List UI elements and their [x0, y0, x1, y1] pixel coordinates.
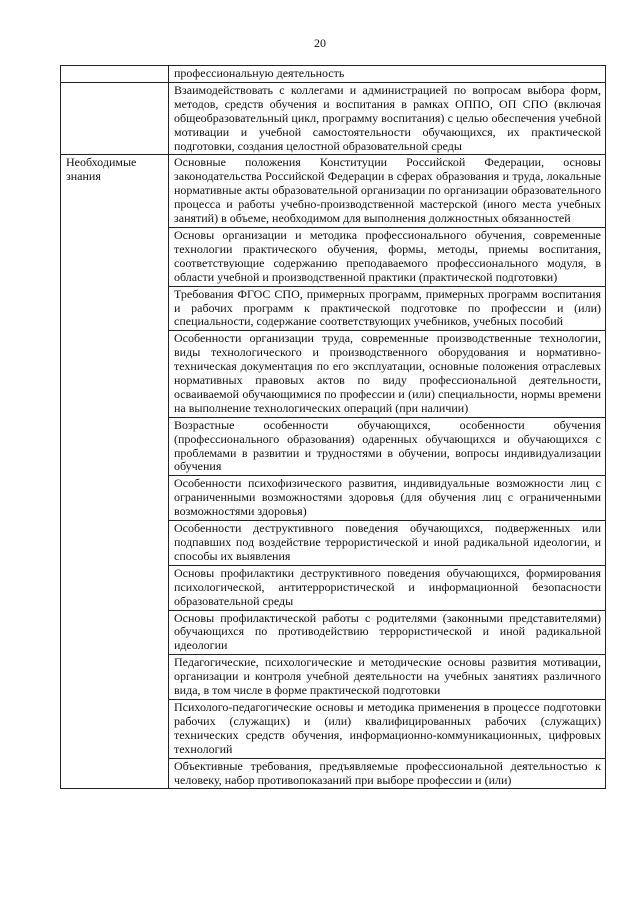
row-text: Основы профилактики деструктивного поведения обучающихся, формирования психологической, антитеррористической и информационной безопасности образовательной среды: [169, 565, 606, 610]
row-text: Возрастные особенности обучающихся, особенности обучения (профессионального образования) одаренных обучающихся и обучающихся с проблемами в развитии и трудностями в обучении, вопросы индивидуализации обучения: [169, 417, 606, 476]
row-text: Педагогические, психологические и методические основы развития мотивации, организации и контроля учебной деятельности на учебных занятиях различного вида, в том числе в форме практической подготовки: [169, 655, 606, 700]
row-label: [61, 66, 169, 83]
row-text: Особенности деструктивного поведения обучающихся, подверженных или подпавших под воздействие террористической и иной радикальной идеологии, и способы их выявления: [169, 521, 606, 566]
table-row: [61, 155, 606, 228]
row-text: Психолого-педагогические основы и методика применения в процессе подготовки рабочих (служащих) и (или) квалифицированных рабочих (служащих) технических средств обучения, информационно-коммуникационных, цифровых технологий: [169, 699, 606, 758]
row-text: Требования ФГОС СПО, примерных программ, примерных программ воспитания и рабочих программ к практической подготовке по профессии и (или) специальности, содержание соответствующих учебников, учебных пособий: [169, 286, 606, 331]
row-text: Основы организации и методика профессионального обучения, современные технологии практического обучения, формы, методы, приемы воспитания, соответствующие содержанию преподаваемого профессионального модуля, в области учебной и производственной практики (практической подготовки): [169, 227, 606, 286]
row-text: Особенности психофизического развития, индивидуальные возможности лиц с ограниченными возможностями здоровья (для обучения лиц с ограниченными возможностями здоровья): [169, 476, 606, 521]
page-number: 20: [314, 36, 326, 50]
row-text: профессиональную деятельность: [169, 66, 606, 83]
table-row: [61, 82, 606, 155]
row-text: Основные положения Конституции Российской Федерации, основы законодательства Российской Федерации в сферах образования и труда, локальные нормативные акты образовательной организации по организации образовательного процесса и работы учебно-производственной мастерской (иного места учебных занятий) в объеме, необходимом для выполнения должностных обязанностей: [169, 155, 606, 228]
row-text: Особенности организации труда, современные производственные технологии, виды технологического и производственного оборудования и нормативно-техническая документация по его эксплуатации, основные положения отраслевых нормативных правовых актов по виду профессиональной деятельности, осваиваемой обучающимися по профессии и (или) специальности, нормы времени на выполнение технологических операций (при наличии): [169, 331, 606, 417]
row-text: Основы профилактической работы с родителями (законными представителями) обучающихся по противодействию террористической и иной радикальной идеологии: [169, 610, 606, 655]
row-text: Взаимодействовать с коллегами и администрацией по вопросам выбора форм, методов, средств обучения и воспитания в рамках ОППО, ОП СПО (включая общеобразовательный цикл, программу воспитания) с целью обеспечения учебной мотивации и учебной самостоятельности обучающихся, их практической подготовки, создания целостной образовательной среды: [169, 82, 606, 155]
section-label-knowledge: Необходимые знания: [61, 155, 169, 789]
competency-table: [60, 65, 606, 789]
row-label: [61, 82, 169, 155]
table-row: [61, 66, 606, 83]
row-text: Объективные требования, предъявляемые профессиональной деятельностью к человеку, набор противопоказаний при выборе профессии и (или): [169, 758, 606, 789]
